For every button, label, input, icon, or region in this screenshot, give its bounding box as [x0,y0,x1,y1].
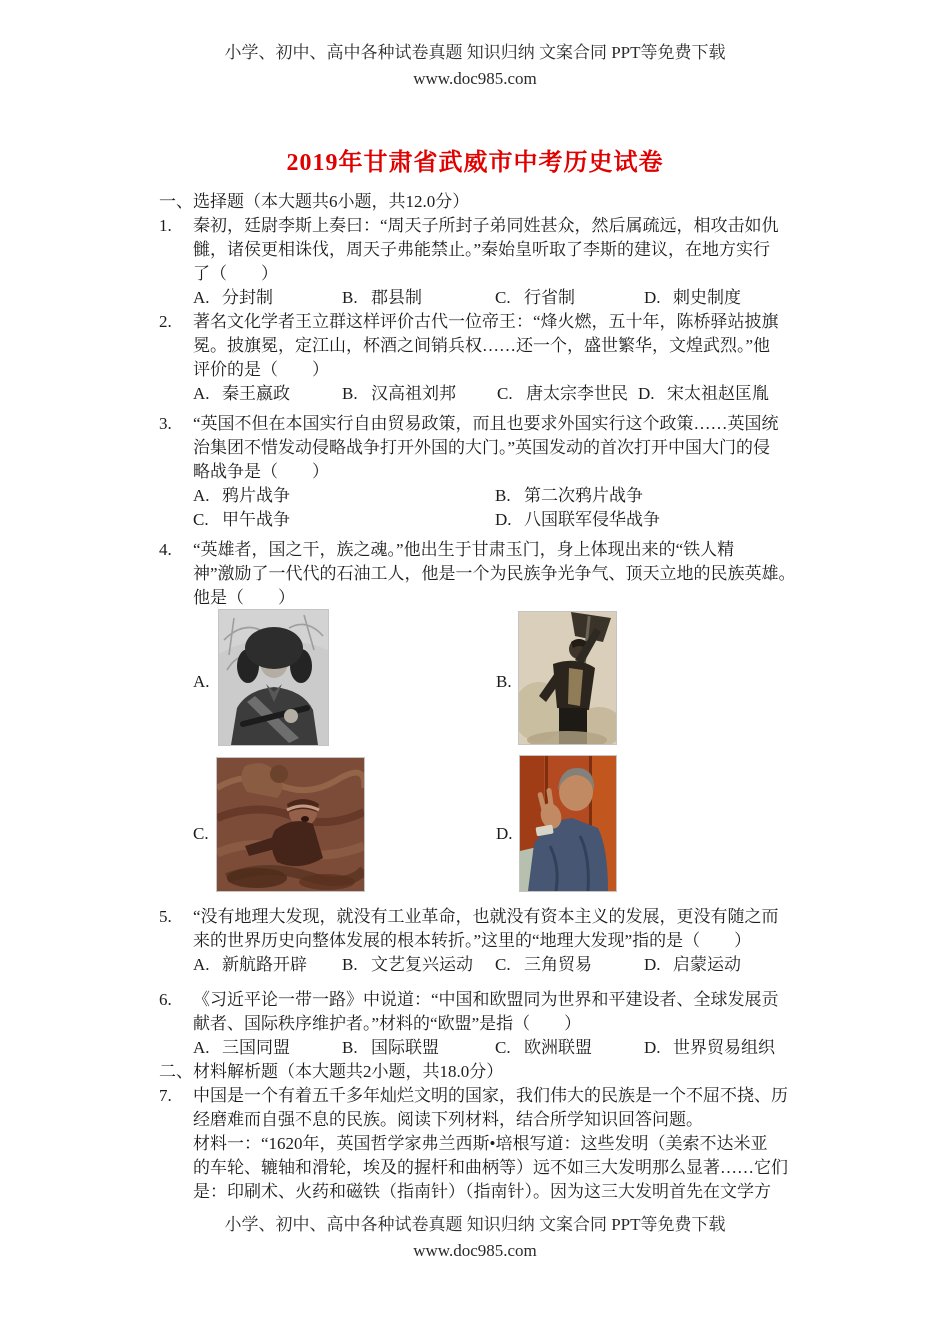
photo-option-d-label: D. [496,824,513,843]
question-3-number: 3. [159,414,172,433]
question-1-line-3: 了（ ） [193,264,278,283]
question-1-line-1: 秦初，廷尉李斯上奏曰：“周天子所封子弟同姓甚众，然后属疏远，相攻击如仇 [193,216,779,235]
question-2-options [193,382,799,406]
option-text: 世界贸易组织 [673,1038,775,1057]
footer-promo-text: 小学、初中、高中各种试卷真题 知识归纳 文案合同 PPT等免费下载 [224,1215,726,1234]
question-1-line-2: 雠，诸侯更相诛伐，周天子弗能禁止。”秦始皇听取了李斯的建议，在地方实行 [193,240,771,259]
question-4-line-2: 神”激励了一代代的石油工人，他是一个为民族争光争气、顶天立地的民族英雄。 [193,564,796,583]
option-text: 刺史制度 [673,288,741,307]
question-2-line-2: 冕。披旗冕，定江山，杯酒之间销兵权……还一个，盛世繁华，文煌武烈。”他 [193,336,771,355]
question-6 [159,988,799,1060]
option-label: A. [193,384,210,403]
soldier-portrait-photo-icon [219,610,328,745]
option-text: 郡县制 [371,288,422,307]
question-5-option-b [342,953,495,977]
footer-site-url: www.doc985.com [413,1241,537,1260]
question-3-options-row-1 [193,484,799,508]
question-1-option-b [342,286,495,310]
option-text: 新航路开辟 [222,955,307,974]
question-3-option-d [495,508,660,532]
option-label: C. [497,384,513,403]
question-3-option-a [193,484,495,508]
question-7-line-2: 经磨难而自强不息的民族。阅读下列材料，结合所学知识回答问题。 [193,1110,703,1129]
question-6-option-d [644,1036,775,1060]
option-label: C. [193,510,209,529]
question-7-line-1: 中国是一个有着五千多年灿烂文明的国家，我们伟大的民族是一个不屈不挠、历 [193,1086,788,1105]
option-label: B. [342,1038,358,1057]
question-6-body [193,988,799,1060]
question-3 [159,412,799,532]
question-3-line-1: “英国不但在本国实行自由贸易政策，而且也要求外国实行这个政策……英国统 [193,414,779,433]
question-1-body [193,214,799,310]
man-raised-arm-photo-icon [519,612,616,744]
option-text: 三角贸易 [524,955,592,974]
question-1 [159,214,799,310]
photo-option-d [520,756,616,891]
question-5-line-2: 来的世界历史向整体发展的根本转折。”这里的“地理大发现”指的是（ ） [193,931,752,950]
question-7-line-3: 材料一：“1620年，英国哲学家弗兰西斯•培根写道：这些发明（美索不达米亚 [193,1134,768,1153]
option-text: 汉高祖刘邦 [371,384,456,403]
question-3-options-row-2 [193,508,799,532]
question-2-option-c [497,382,638,406]
question-2 [159,310,799,406]
worker-in-mud-photo-icon [217,758,364,891]
question-5-body [193,905,799,977]
option-label: C. [495,288,511,307]
question-6-option-c [495,1036,644,1060]
option-label: A. [193,1038,210,1057]
page-title: 2019年甘肃省武威市中考历史试卷 [286,150,664,176]
question-4-photo-grid [193,610,799,894]
question-3-body [193,412,799,532]
option-text: 宋太祖赵匡胤 [667,384,769,403]
photo-option-c [217,758,364,891]
option-text: 唐太宗李世民 [526,384,628,403]
option-text: 文艺复兴运动 [371,955,473,974]
photo-option-b [519,612,616,744]
question-2-line-3: 评价的是（ ） [193,360,329,379]
option-label: D. [644,288,661,307]
question-5-option-c [495,953,644,977]
question-3-option-b [495,484,643,508]
question-3-line-2: 治集团不惜发动侵略战争打开外国的大门。”英国发动的首次打开中国大门的侵 [193,438,771,457]
option-label: C. [495,1038,511,1057]
question-5-line-1: “没有地理大发现，就没有工业革命，也就没有资本主义的发展，更没有随之而 [193,907,779,926]
option-label: D. [644,1038,661,1057]
question-4-line-1: “英雄者，国之干，族之魂。”他出生于甘肃玉门，身上体现出来的“铁人精 [193,540,735,559]
question-7-line-5: 是：印刷术、火药和磁铁（指南针）（指南针）。因为这三大发明首先在文学方 [193,1182,771,1201]
section-heading-material: 二、材料解析题（本大题共2小题，共18.0分） [159,1062,504,1081]
question-5-options [193,953,799,977]
question-4 [159,538,799,894]
section-heading-choice: 一、选择题（本大题共6小题，共12.0分） [159,192,470,211]
question-7-line-4: 的车轮、辘轴和滑轮，埃及的握杆和曲柄等）远不如三大发明那么显著……它们 [193,1158,788,1177]
question-4-body [193,538,799,894]
question-1-option-d [644,286,741,310]
option-text: 启蒙运动 [673,955,741,974]
header-site-url: www.doc985.com [413,69,537,88]
question-2-body [193,310,799,406]
option-text: 欧洲联盟 [524,1038,592,1057]
question-6-options [193,1036,799,1060]
exam-content [159,190,799,1204]
question-3-option-c [193,508,495,532]
option-text: 第二次鸦片战争 [524,486,643,505]
option-label: B. [495,486,511,505]
question-7-body [193,1084,799,1204]
question-6-option-b [342,1036,495,1060]
photo-option-a [219,610,328,745]
page-footer [0,1212,950,1264]
question-6-option-a [193,1036,342,1060]
question-6-line-1: 《习近平论一带一路》中说道：“中国和欧盟同为世界和平建设者、全球发展贡 [193,990,779,1009]
question-5 [159,905,799,977]
question-1-option-a [193,286,342,310]
question-2-option-b [342,382,497,406]
option-label: B. [342,288,358,307]
option-label: B. [342,384,358,403]
question-2-option-a [193,382,342,406]
question-5-option-a [193,953,342,977]
option-label: A. [193,955,210,974]
question-4-line-3: 他是（ ） [193,588,295,607]
photo-option-a-label: A. [193,672,210,691]
option-label: C. [495,955,511,974]
question-2-option-d [638,382,769,406]
question-2-number: 2. [159,312,172,331]
option-label: D. [495,510,512,529]
option-text: 国际联盟 [371,1038,439,1057]
header-promo-text: 小学、初中、高中各种试卷真题 知识归纳 文案合同 PPT等免费下载 [224,43,726,62]
option-text: 行省制 [524,288,575,307]
question-4-number: 4. [159,540,172,559]
photo-option-b-label: B. [496,672,512,691]
question-1-option-c [495,286,644,310]
option-label: D. [644,955,661,974]
page-header [0,40,950,92]
option-text: 甲午战争 [222,510,290,529]
option-text: 三国同盟 [222,1038,290,1057]
question-6-line-2: 献者、国际秩序维护者。”材料的“欧盟”是指（ ） [193,1014,582,1033]
elderly-man-blue-jacket-photo-icon [520,756,616,891]
photo-option-c-label: C. [193,824,209,843]
question-5-option-d [644,953,741,977]
question-7 [159,1084,799,1204]
question-1-options [193,286,799,310]
question-5-number: 5. [159,907,172,926]
option-text: 八国联军侵华战争 [524,510,660,529]
option-text: 秦王嬴政 [222,384,290,403]
question-3-line-3: 略战争是（ ） [193,462,329,481]
question-7-number: 7. [159,1086,172,1105]
question-2-line-1: 著名文化学者王立群这样评价古代一位帝王：“烽火燃，五十年，陈桥驿站披旗 [193,312,779,331]
question-1-number: 1. [159,216,172,235]
option-label: A. [193,288,210,307]
option-label: B. [342,955,358,974]
option-label: D. [638,384,655,403]
option-label: A. [193,486,210,505]
option-text: 鸦片战争 [222,486,290,505]
question-6-number: 6. [159,990,172,1009]
option-text: 分封制 [222,288,273,307]
